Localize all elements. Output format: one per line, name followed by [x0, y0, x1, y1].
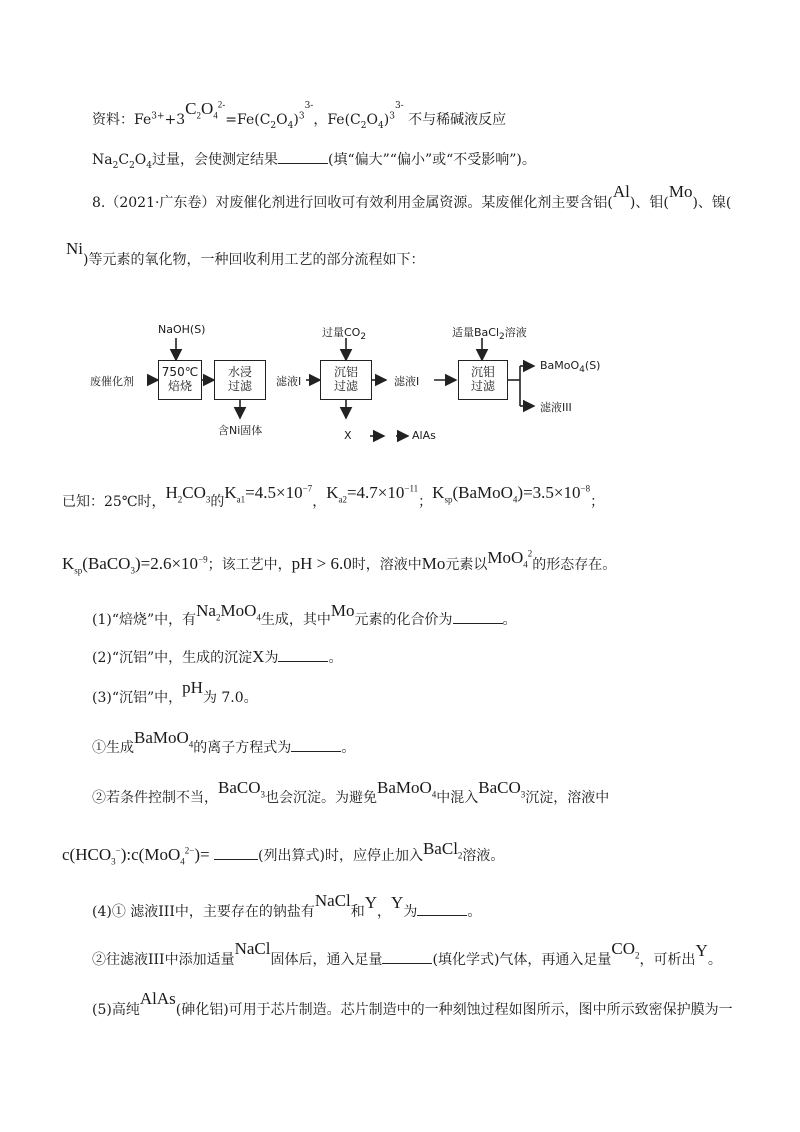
box-line: 过滤	[470, 379, 495, 393]
text: MoO	[144, 845, 181, 864]
text: 。	[707, 952, 722, 968]
question-2-line	[92, 648, 342, 665]
text: O	[366, 112, 378, 128]
naoh-label: NaOH(S)	[158, 323, 206, 336]
box-line: 过滤	[333, 379, 358, 393]
question-3-line	[92, 678, 258, 706]
text: (5)高纯	[92, 1002, 140, 1018]
text: (BaMoO	[452, 483, 513, 502]
text: 中混入	[436, 790, 479, 806]
text: (填“偏大”“偏小”或“不受影响”)。	[328, 152, 536, 168]
sup: −11	[404, 483, 419, 494]
text: K	[326, 483, 339, 502]
sub: 3	[260, 789, 265, 800]
text: 的形态存在。	[532, 557, 617, 573]
text: 和	[350, 904, 365, 920]
text: )=3.5×10	[517, 483, 581, 502]
bacl2-label	[452, 324, 527, 343]
al-symbol: Al	[612, 182, 630, 201]
text: 溶液。	[462, 848, 505, 864]
sub: 2	[270, 120, 277, 131]
text: ，Fe(C	[313, 112, 361, 128]
text: 不与稀碱液反应	[403, 112, 507, 128]
bamoo4-label	[540, 359, 601, 376]
ni-solid-label: 含Ni固体	[218, 424, 263, 437]
y-symbol: Y	[695, 941, 708, 960]
answer-blank[interactable]	[417, 903, 467, 916]
text: 为 7.0。	[202, 690, 258, 706]
x-label: X	[344, 429, 352, 442]
question-4b-line	[92, 939, 722, 968]
sub: 2	[129, 160, 135, 171]
filtrate-ii-label: 滤液I	[394, 375, 420, 388]
text: HCO	[75, 845, 112, 864]
y-symbol: Y	[391, 893, 404, 912]
ph-symbol: pH	[182, 678, 203, 697]
mo-symbol: Mo	[668, 182, 693, 201]
question-3b-line	[92, 778, 610, 806]
question-8-line-2	[66, 239, 425, 268]
sub: 2	[177, 494, 183, 505]
text: K	[224, 483, 237, 502]
question-3c-line: $c(HCO_3^-):c(MoO_4^{2-})=$ (列出算式)时，应停止加入BaCl$_2$溶液。	[62, 839, 505, 867]
text: )	[293, 112, 299, 128]
y-symbol: Y	[364, 893, 378, 912]
text: c	[62, 845, 70, 864]
text: 元素的化合价为	[354, 612, 453, 628]
text: BaMoO	[540, 359, 580, 372]
text: O	[201, 99, 214, 118]
text: ；该工艺中，	[207, 557, 292, 573]
mo-symbol: Mo	[421, 554, 446, 573]
text: =Fe(C	[225, 112, 271, 128]
text: 为	[403, 904, 418, 920]
text: H	[165, 483, 178, 502]
text: 时，溶液中	[351, 557, 422, 573]
sub: a1	[236, 494, 246, 505]
sup: 3	[389, 111, 395, 122]
constants-line-2	[62, 548, 617, 576]
sub: sp	[74, 565, 83, 576]
text: ；	[418, 494, 433, 510]
question-3a-line	[92, 728, 356, 756]
text: (BaCO	[82, 554, 131, 573]
filtrate-i-label: 滤液I	[276, 375, 302, 388]
question-5-line	[92, 989, 733, 1018]
sub: 3	[111, 856, 116, 867]
alas-formula: AlAs	[139, 989, 176, 1008]
text: =	[199, 845, 210, 864]
text: ①生成	[92, 740, 134, 756]
text: ②若条件控制不当，	[92, 790, 218, 806]
answer-blank[interactable]	[278, 151, 328, 164]
text: 固体后，通入足量	[270, 952, 383, 968]
text: (2)“沉铝”中，生成的沉淀	[92, 650, 253, 666]
answer-blank[interactable]	[214, 847, 258, 860]
text: MoO	[487, 548, 524, 567]
text: 。	[467, 904, 482, 920]
text: 过量CO	[322, 326, 361, 339]
text: )=2.6×10	[134, 554, 199, 573]
ph-condition: pH > 6.0	[291, 554, 352, 573]
text: ②往滤液III中添加适量	[92, 952, 235, 968]
sub: 3	[205, 494, 211, 505]
box-line: 过滤	[227, 379, 252, 393]
text: Na	[196, 601, 216, 620]
text: 8.（2021·广东卷）对废催化剂进行回收可有效利用金属资源。某废催化剂主要含铝(	[92, 195, 613, 211]
sub: sp	[444, 494, 453, 505]
text: Na	[92, 152, 113, 168]
sub: 4	[180, 856, 185, 867]
sub: 4	[523, 559, 528, 570]
sub: 4	[213, 110, 218, 121]
sub: 2	[360, 332, 367, 343]
text: 。	[328, 650, 343, 666]
sub: 4	[378, 120, 384, 131]
reference-line	[92, 99, 507, 131]
text: =4.7×10	[346, 483, 405, 502]
question-4a-line	[92, 891, 482, 920]
text: CO	[182, 483, 206, 502]
sup: 3-	[304, 101, 314, 112]
question-8-line	[92, 182, 732, 211]
sub: 4	[512, 494, 518, 505]
text: (S)	[584, 359, 601, 372]
box-line: 焙烧	[167, 379, 192, 393]
sup: 3	[298, 111, 305, 122]
filtrate-iii-label: 滤液III	[540, 401, 572, 414]
text: BaCO	[218, 778, 261, 797]
nacl-formula: NaCl	[234, 939, 271, 958]
box-line: 750℃	[161, 365, 199, 379]
text: )等元素的氧化物，一种回收利用工艺的部分流程如下：	[83, 252, 425, 268]
text: BaMoO	[134, 728, 189, 747]
text: 也会沉淀。为避免	[265, 790, 377, 806]
answer-blank[interactable]	[291, 739, 341, 752]
answer-blank[interactable]	[453, 611, 503, 624]
text: =4.5×10	[245, 483, 303, 502]
sub: 4	[579, 365, 585, 376]
sup: −7	[302, 483, 313, 494]
text: ，	[377, 904, 392, 920]
text: MoO	[220, 601, 257, 620]
text: )	[383, 112, 390, 128]
sub: 4	[287, 120, 294, 131]
process-flow-diagram	[90, 318, 610, 448]
question-1-line	[92, 601, 517, 628]
text: (1)“焙烧”中，有	[92, 612, 197, 628]
sub: 2	[215, 612, 221, 623]
text: )、镍(	[692, 195, 732, 211]
mo-precip-box	[458, 360, 508, 400]
text: K	[62, 554, 75, 573]
text: BaCO	[478, 778, 521, 797]
text: 。	[502, 612, 517, 628]
sub: 4	[256, 612, 261, 623]
box-line: 水浸	[227, 365, 252, 379]
feed-label: 废催化剂	[90, 375, 134, 388]
text: 的离子方程式为	[193, 740, 292, 756]
text: (填化学式)气体，再通入足量	[432, 952, 612, 968]
sub: a2	[338, 494, 347, 505]
sup: −8	[580, 483, 591, 494]
roasting-box	[158, 360, 202, 400]
text: 元素以	[445, 557, 488, 573]
text: O	[276, 112, 288, 128]
dash-label: -	[374, 429, 378, 442]
text: 已知：25℃时，	[62, 494, 166, 510]
sup: 3-	[394, 101, 404, 112]
text: O	[134, 152, 147, 168]
nacl-formula: NaCl	[314, 891, 351, 910]
text: (3)“沉铝”中，	[92, 690, 183, 706]
x-symbol: X	[252, 647, 265, 666]
text: ；	[590, 494, 605, 510]
text: 适量BaCl	[452, 326, 500, 339]
sub: 2	[360, 120, 367, 131]
text: :c	[126, 845, 139, 864]
text: 。	[341, 740, 356, 756]
answer-blank[interactable]	[278, 649, 328, 662]
text: (4)① 滤液III中，主要存在的钠盐有	[92, 904, 315, 920]
sub: 2	[499, 332, 505, 343]
sub: 2	[457, 850, 463, 861]
mo-symbol: Mo	[330, 601, 355, 620]
sup: 2−	[184, 845, 195, 856]
ni-symbol: Ni	[66, 239, 83, 258]
text: BaMoO	[377, 778, 432, 797]
al-precip-box	[320, 360, 372, 400]
text: 资料：Fe	[92, 112, 152, 128]
text: )、钼(	[629, 195, 669, 211]
answer-blank[interactable]	[382, 951, 432, 964]
question-line	[92, 151, 536, 171]
text: +3	[164, 112, 186, 128]
sub: 2	[112, 160, 119, 171]
text: K	[432, 483, 445, 502]
text: 的	[210, 494, 225, 510]
text: 生成，其中	[260, 612, 331, 628]
text: 沉淀，溶液中	[525, 790, 610, 806]
sub: 4	[188, 739, 194, 750]
sup: −9	[198, 554, 208, 565]
sub: 3	[520, 789, 526, 800]
sub: 2	[635, 950, 640, 961]
water-leach-box	[214, 360, 266, 400]
text: CO	[611, 939, 636, 958]
text: 过量，会使测定结果	[152, 152, 279, 168]
co2-label	[322, 324, 367, 343]
text: 为	[264, 650, 279, 666]
text: (列出算式)时，应停止加入	[258, 848, 423, 864]
sup: −	[115, 845, 121, 856]
text: (砷化铝)可用于芯片制造。芯片制造中的一种刻蚀过程如图所示，图中所示致密保护膜为一	[175, 1002, 733, 1018]
text: ，	[312, 494, 327, 510]
sub: 4	[146, 160, 153, 171]
alas-label: AlAs	[412, 429, 436, 442]
text: C	[118, 152, 130, 168]
constants-line-1	[62, 483, 605, 510]
sub: 2	[196, 110, 201, 121]
box-line: 沉铝	[333, 365, 358, 379]
text: 溶液	[504, 326, 527, 339]
c2o4-formula: C	[185, 99, 197, 118]
text: ，可析出	[639, 952, 696, 968]
sup: 2	[527, 548, 533, 559]
sup: 2-	[217, 99, 226, 110]
text: BaCl	[422, 839, 458, 858]
sub: 3	[130, 565, 135, 576]
sup: 3+	[151, 111, 165, 122]
box-line: 沉钼	[470, 365, 495, 379]
sub: 4	[431, 789, 437, 800]
